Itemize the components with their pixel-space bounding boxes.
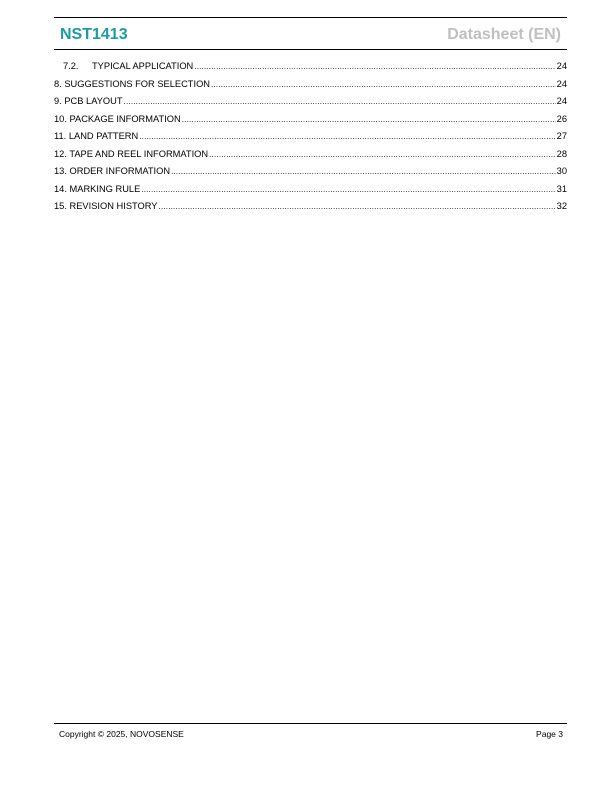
toc-page-number: 31 — [556, 183, 567, 194]
toc-dot-leader — [159, 200, 556, 214]
toc-page-number: 24 — [556, 61, 567, 71]
toc-entry-label: 10. PACKAGE INFORMATION — [54, 113, 181, 124]
toc-page-number: 24 — [556, 78, 567, 89]
toc-page-number: 24 — [556, 96, 567, 106]
page-footer — [54, 723, 567, 744]
toc-page-number: 32 — [556, 201, 567, 211]
toc-page-number: 26 — [556, 113, 567, 124]
toc-dot-leader — [139, 130, 555, 144]
toc-entry-label: TYPICAL APPLICATION — [92, 61, 194, 71]
toc-entry-tape-and-reel-information[interactable] — [54, 147, 567, 165]
toc-entry-typical-application[interactable] — [54, 59, 567, 77]
toc-entry-title — [54, 59, 193, 73]
toc-entry-label: 12. TAPE AND REEL INFORMATION — [54, 148, 209, 159]
toc-dot-leader — [211, 78, 556, 92]
product-name: NST1413 — [60, 26, 128, 43]
table-of-contents — [54, 59, 567, 217]
toc-entry-label: 13. ORDER INFORMATION — [54, 166, 171, 176]
toc-page-number: 28 — [556, 148, 567, 159]
toc-entry-label: 11. LAND PATTERN — [54, 131, 139, 141]
page-header — [54, 17, 567, 50]
toc-entry-number: 7.2. — [63, 61, 79, 71]
toc-dot-leader — [171, 165, 556, 179]
toc-dot-leader — [194, 60, 555, 74]
document-type: Datasheet (EN) — [447, 26, 561, 43]
toc-entry-label: 8. SUGGESTIONS FOR SELECTION — [54, 78, 211, 89]
toc-entry-label: 15. REVISION HISTORY — [54, 201, 158, 211]
toc-entry-revision-history[interactable] — [54, 199, 567, 217]
toc-dot-leader — [182, 113, 556, 127]
toc-entry-label: 9. PCB LAYOUT — [54, 96, 123, 106]
toc-entry-pcb-layout[interactable] — [54, 94, 567, 112]
toc-entry-suggestions-for-selection[interactable] — [54, 77, 567, 95]
toc-dot-leader — [124, 95, 556, 109]
toc-entry-order-information[interactable] — [54, 164, 567, 182]
toc-entry-label: 14. MARKING RULE — [54, 183, 141, 194]
toc-dot-leader — [141, 183, 555, 197]
toc-page-number: 30 — [556, 166, 567, 176]
toc-entry-marking-rule[interactable] — [54, 182, 567, 200]
toc-entry-package-information[interactable] — [54, 112, 567, 130]
toc-entry-land-pattern[interactable] — [54, 129, 567, 147]
toc-dot-leader — [209, 148, 556, 162]
copyright-notice: Copyright © 2025, NOVOSENSE — [59, 729, 184, 739]
toc-page-number: 27 — [556, 131, 567, 141]
page-number: Page 3 — [536, 729, 563, 739]
